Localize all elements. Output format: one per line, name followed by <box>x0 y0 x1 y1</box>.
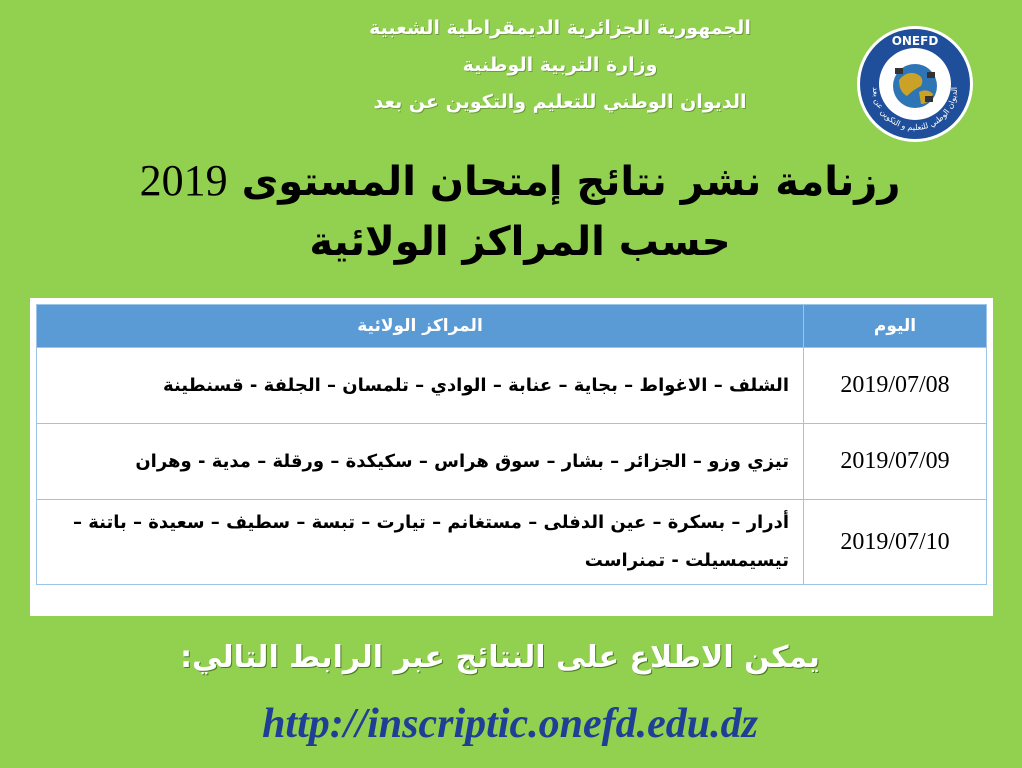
results-note: يمكن الاطلاع على النتائج عبر الرابط التالي: <box>180 640 820 675</box>
header <box>160 10 960 121</box>
table-row <box>37 424 987 500</box>
header-ministry: وزارة التربية الوطنية <box>462 54 658 76</box>
column-header-date: اليوم <box>804 305 987 348</box>
title-block <box>120 150 920 271</box>
row-centers: الشلف – الاغواط – بجاية – عنابة – الوادي – تلمسان – الجلفة - قسنطينة <box>37 348 804 424</box>
title-text: رزنامة نشر نتائج إمتحان المستوى <box>241 159 901 205</box>
row-date: 2019/07/08 <box>804 348 987 424</box>
row-centers: تيزي وزو – الجزائر – بشار – سوق هراس – سكيكدة – ورقلة – مدية - وهران <box>37 424 804 500</box>
page-title <box>120 150 920 213</box>
row-date: 2019/07/10 <box>804 500 987 585</box>
svg-text:الديوان الوطني للتعليم و التكو: الديوان الوطني للتعليم و التكوين عن بعد <box>870 86 960 133</box>
schedule-table-container <box>30 298 993 616</box>
row-date: 2019/07/09 <box>804 424 987 500</box>
row-centers: أدرار – بسكرة – عين الدفلى – مستغانم – تيارت – تبسة – سطيف – سعيدة – باتنة – تيسيمسيلت - تمنراست <box>37 500 804 585</box>
onefd-logo-icon <box>855 24 975 144</box>
schedule-table <box>36 304 987 585</box>
table-header-row <box>37 305 987 348</box>
column-header-centers: المراكز الولائية <box>37 305 804 348</box>
table-row <box>37 500 987 585</box>
table-row <box>37 348 987 424</box>
title-year: 2019 <box>139 156 228 205</box>
header-republic: الجمهورية الجزائرية الديمقراطية الشعبية <box>369 17 751 39</box>
results-link[interactable]: http://inscriptic.onefd.edu.dz <box>262 701 758 747</box>
page-subtitle: حسب المراكز الولائية <box>309 219 731 265</box>
svg-text:ONEFD: ONEFD <box>891 34 939 48</box>
header-office: الديوان الوطني للتعليم والتكوين عن بعد <box>373 91 747 113</box>
